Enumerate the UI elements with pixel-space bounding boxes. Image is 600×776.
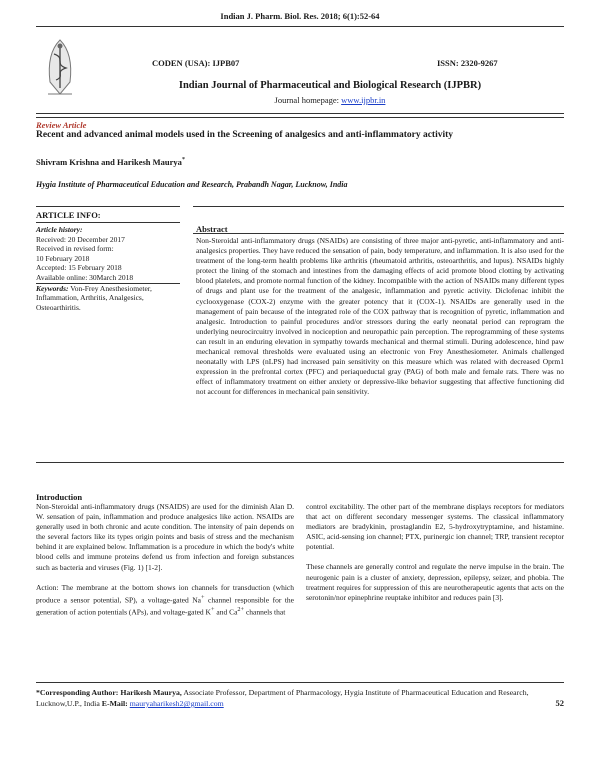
article-type: Review Article — [36, 120, 87, 130]
corresponding-author-note — [36, 687, 564, 709]
footer-rule — [36, 682, 564, 683]
corresponding-label: *Corresponding Author: — [36, 688, 119, 697]
abstract-heading-rule — [193, 233, 564, 234]
corresponding-author: Harikesh Maurya, — [120, 688, 182, 697]
abstract-bottom-rule — [36, 462, 564, 463]
corresponding-mark: * — [181, 157, 185, 164]
info-rule — [36, 222, 180, 223]
abstract-top-rule — [193, 206, 564, 207]
journal-homepage — [0, 95, 600, 105]
article-info-heading: ARTICLE INFO: — [36, 210, 101, 220]
masthead-rule — [36, 113, 564, 118]
abstract-heading: Abstract — [196, 224, 228, 234]
running-header: Indian J. Pharm. Biol. Res. 2018; 6(1):52-64 — [220, 11, 380, 21]
keywords-text: Von-Frey Anesthesiometer, Inflammation, Arthritis, Analgesics, Osteoarthiritis. — [36, 283, 152, 312]
abstract-text: Non-Steroidal anti-inflammatory drugs (NSAIDs) are consisting of three major anti-pyretic, anti-inflammatory and anti-analgesics properties. They have reduced the sensation of pain, body temperature, and inflammation. It is also used for the treatment of the long-term health problems like arthritis (rheumatoid arthritis, osteoarthritis, and lupus). NSAIDs highly protect the lining of the stomach and intestines from the damaging effects of acid promote blood clotting by activating blood platelets, and promote normal function of the kidney. Incompatible with the action of NSAIDs many different types of drugs and plant use for the treatment of the analgesic, inflammation and pyretic activity. Diclofenac inhibit the cyclooxygenase (COX-2) enzyme with the greater potency that it (COX-1). NSAIDs are generally used in the management of pain because of the integrated role of the COX pathway that is recognition of pyretic, inflammation and analgesic. Introduction to painful procedures and/or stressors during the early neonatal period can reprogram the underlying neurocircuitry involved in nociception and neuropathic pain perception. The reprogramming of these systems can result in an enduring elevation in sympathy towards mechanical and thermal stimuli. During adolescence, hind paw mechanical removal thresholds were evaluated using an electronic von Frey Anesthesiometer. Animals challenged neonatally with LPS (nLPS) had increased pain sensitivity on this measure which was related with decreased Oprm1 expression in the prefrontal cortex (PFC) and periaqueductal gray (PAG) of both male and female rats. There was no effect of inflammatory treatment on either anxiety or depressive-like behavior suggesting that affective functioning did not account for differences in mechanical pain sensitivity. — [196, 236, 564, 397]
coden: CODEN (USA): IJPB07 — [152, 58, 240, 68]
homepage-label: Journal homepage: — [274, 95, 339, 105]
right-paragraph-2: These channels are generally control and regulate the nerve impulse in the brain. The neurogenic pain is a cluster of anxiety, depression, epilepsy, seizer, and phobia. The treatment requires for suppression of this are neurotherapeutic agents that acts on the serotonin/nor epinephrine reuptake inhibitor and reduces pain [3]. — [306, 562, 564, 602]
header-rule — [36, 26, 564, 27]
corresponding-details: Associate Professor, Department of Pharmacology, Hygia Institute of Pharmaceutical Education and Research, Lucknow,U.P., India — [36, 688, 529, 708]
email-link[interactable]: mauryaharikesh2@gmail.com — [129, 699, 224, 708]
revised-date: 10 February 2018 — [36, 253, 90, 263]
journal-name: Indian Journal of Pharmaceutical and Biological Research (IJPBR) — [178, 80, 482, 91]
affiliation: Hygia Institute of Pharmaceutical Education and Research, Prabandh Nagar, Lucknow, India — [36, 180, 348, 189]
email-label: E-Mail: — [101, 699, 128, 708]
available-date: Available online: 30March 2018 — [36, 273, 180, 284]
right-column — [306, 502, 564, 613]
authors — [36, 157, 185, 167]
article-title: Recent and advanced animal models used in the Screening of analgesics and anti-inflammatory activity — [36, 130, 454, 140]
page-number: 52 — [555, 698, 564, 708]
keywords-label: Keywords: — [36, 283, 69, 293]
issn: ISSN: 2320-9267 — [437, 58, 498, 68]
info-top-rule — [36, 206, 180, 207]
revised-label: Received in revised form: — [36, 244, 114, 254]
accepted-date: Accepted: 15 February 2018 — [36, 263, 122, 273]
introduction-heading: Introduction — [36, 492, 83, 502]
keywords — [36, 284, 186, 313]
homepage-link[interactable]: www.ijpbr.in — [341, 95, 386, 105]
history-label: Article history: — [36, 225, 83, 234]
intro-paragraph-2: Action: The membrane at the bottom shows ion channels for transduction (which produce a sensor potential, SP), a voltage-gated Na+ channel responsible for the generation of action potentials (APs), and voltage-gated K+ and $Ca^{2+}$ channels that — [36, 582, 294, 617]
right-paragraph-1: control excitability. The other part of the membrane displays receptors for mediators that act on different secondary messenger systems. The classical inflammatory mediators are bradykinin, prostaglandin E2, 5-hydroxytryptamine, and histamine. ASIC, acid-sensing ion channel; PTX, purinergic ion channel; TRP, transient receptor potential. — [306, 502, 564, 552]
left-column — [36, 502, 294, 628]
author-names: Shivram Krishna and Harikesh Maurya — [36, 157, 182, 167]
received-date: Received: 20 December 2017 — [36, 234, 125, 244]
intro-paragraph-1: Non-Steroidal anti-inflammatory drugs (NSAIDS) are used for the diminish Alan D. W. sensation of pain, inflammation and produce analgesics like action. NSAIDs are generally used in both chronic and acute condition. The intensity of pain depends on the several factors like its types origin points and basis of stress and the mechanism behind it are explained below. Inflammation is a procedure in which the body's white blood cells and immune proteins defend us from infection and foreign substances such as bacteria and viruses (Fig. 1) [1-2]. — [36, 502, 294, 572]
article-info — [36, 225, 186, 312]
